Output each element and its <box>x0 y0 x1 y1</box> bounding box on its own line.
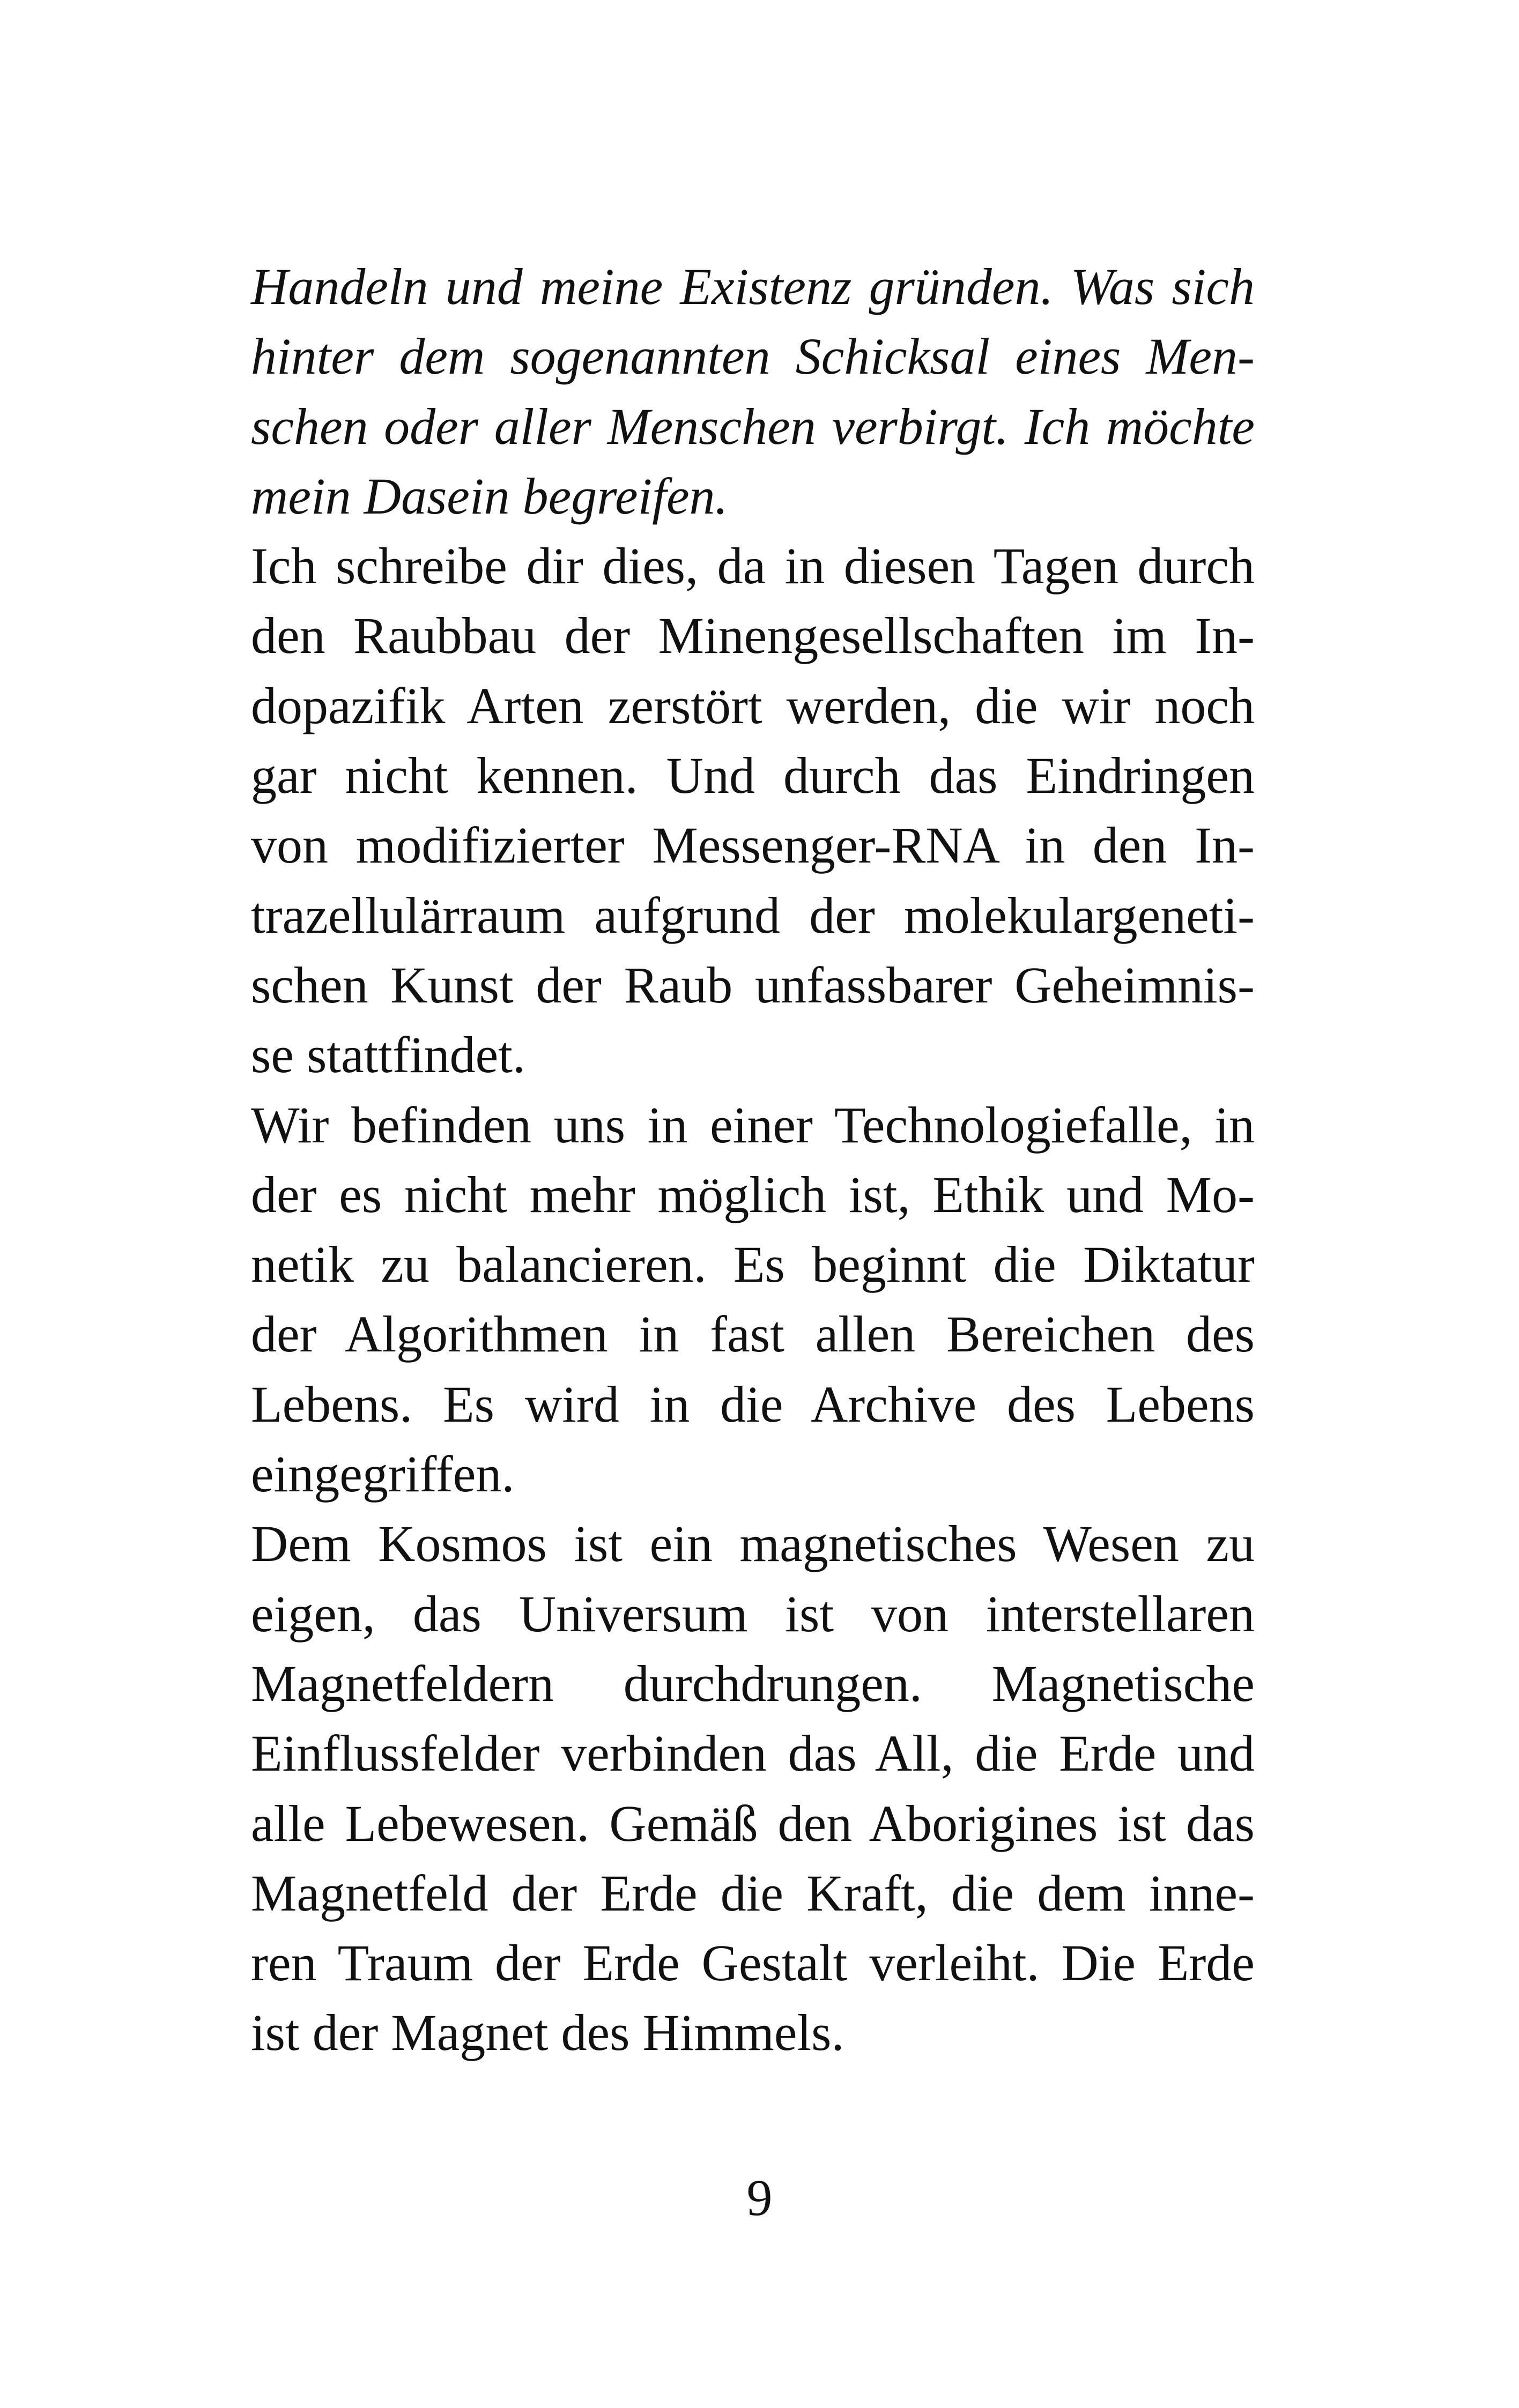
text-line: der Algorithmen in fast allen Bereichen des <box>251 1305 1255 1363</box>
text-line: eingegriffen. <box>251 1445 515 1503</box>
page-number: 9 <box>746 2169 773 2226</box>
text-line: Einflussfelder verbinden das All, die Erde und <box>251 1725 1255 1782</box>
text-line: Magnetfeldern durchdrungen. Magnetische <box>251 1654 1255 1712</box>
text-line: dopazifik Arten zerstört werden, die wir noch <box>251 677 1255 734</box>
text-line: alle Lebewesen. Gemäß den Aborigines ist das <box>251 1794 1255 1852</box>
text-line: ist der Magnet des Himmels. <box>251 2004 844 2062</box>
body-text <box>251 252 1255 2068</box>
text-line: gar nicht kennen. Und durch das Eindringen <box>251 747 1255 805</box>
text-line: Magnetfeld der Erde die Kraft, die dem inne- <box>251 1864 1255 1922</box>
text-line: der es nicht mehr möglich ist, Ethik und Mo- <box>251 1165 1255 1223</box>
text-line: von modifizierter Messenger-RNA in den In- <box>251 816 1255 874</box>
text-line: schen oder aller Menschen verbirgt. Ich möchte <box>251 397 1255 455</box>
text-line: Lebens. Es wird in die Archive des Lebens <box>251 1375 1255 1433</box>
text-line: Wir befinden uns in einer Technologiefalle, in <box>251 1096 1255 1154</box>
text-line: den Raubbau der Minengesellschaften im In- <box>251 607 1255 665</box>
text-line: schen Kunst der Raub unfassbarer Geheimnis- <box>251 956 1255 1014</box>
text-line: mein Dasein begreifen. <box>251 467 728 525</box>
text-line: trazellulärraum aufgrund der molekulargeneti- <box>251 886 1255 944</box>
text-line: se stattfindet. <box>251 1026 525 1084</box>
text-line: Ich schreibe dir dies, da in diesen Tagen durch <box>251 537 1255 595</box>
text-line: ren Traum der Erde Gestalt verleiht. Die Erde <box>251 1934 1255 1992</box>
text-line: Dem Kosmos ist ein magnetisches Wesen zu <box>251 1515 1255 1573</box>
text-line: netik zu balancieren. Es beginnt die Diktatur <box>251 1236 1255 1294</box>
text-line: Handeln und meine Existenz gründen. Was sich <box>251 258 1255 315</box>
text-line: hinter dem sogenannten Schicksal eines Men- <box>251 328 1255 385</box>
text-line: eigen, das Universum ist von interstellaren <box>251 1585 1255 1643</box>
